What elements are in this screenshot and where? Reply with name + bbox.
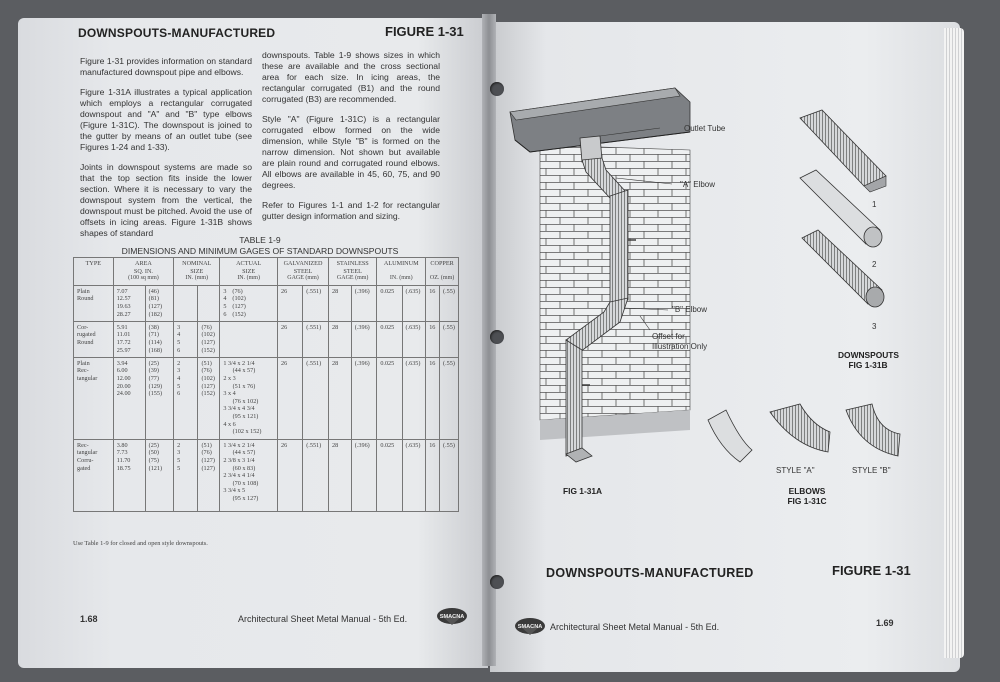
header-type: TYPE <box>74 258 114 286</box>
cell-type: Plain Round <box>74 285 114 321</box>
right-section-title: DOWNSPOUTS-MANUFACTURED <box>546 566 754 580</box>
header-nominal: NOMINAL SIZE IN. (mm) <box>174 258 220 286</box>
left-page-number: 1.68 <box>80 614 98 624</box>
label-outlet-tube: Outlet Tube <box>684 124 726 133</box>
cell-aluminum: 0.025 <box>377 321 402 357</box>
table-note: Use Table 1-9 for closed and open style downspouts. <box>73 540 208 547</box>
cell-area-mm: (46) (81) (127) (182) <box>145 285 174 321</box>
cell-type: Rec- tangular Corru- gated <box>74 439 114 511</box>
cell-aluminum: 0.025 <box>377 285 402 321</box>
cell-stainless-mm: (.396) <box>351 357 377 439</box>
cell-copper: 16 <box>426 439 440 511</box>
header-copper: COPPER OZ. (mm) <box>426 258 459 286</box>
cell-copper: 16 <box>426 321 440 357</box>
elbow-plain <box>708 410 752 462</box>
cell-copper-mm: (.55) <box>440 285 459 321</box>
cell-copper: 16 <box>426 285 440 321</box>
cell-galv-mm: (.551) <box>303 285 329 321</box>
cell-nominal-mm: (51) (76) (102) (127) (152) <box>198 357 220 439</box>
cell-galv-mm: (.551) <box>303 357 329 439</box>
smacna-logo-right <box>514 616 546 636</box>
left-footer-title: Architectural Sheet Metal Manual - 5th Ed. <box>238 614 408 624</box>
header-stainless: STAINLESS STEEL GAGE (mm) <box>329 258 377 286</box>
cell-copper-mm: (.55) <box>440 321 459 357</box>
cell-copper: 16 <box>426 357 440 439</box>
label-offset: Offset for Illustration Only <box>652 332 708 351</box>
cell-type: Cor- rugated Round <box>74 321 114 357</box>
cell-area-mm: (25) (50) (75) (121) <box>145 439 174 511</box>
cell-copper-mm: (.55) <box>440 357 459 439</box>
svg-text:SMACNA: SMACNA <box>439 614 465 620</box>
label-shape-1: 1 <box>872 200 877 209</box>
cell-galv-mm: (.551) <box>303 439 329 511</box>
label-a-elbow: "A" Elbow <box>680 180 716 189</box>
elbow-style-b <box>846 404 900 456</box>
label-shape-2: 2 <box>872 260 877 269</box>
table-title: DIMENSIONS AND MINIMUM GAGES OF STANDARD DOWNSPOUTS <box>121 246 399 256</box>
cell-nominal: 2 3 4 5 6 <box>174 357 198 439</box>
label-elbows: ELBOWS FIG 1-31C <box>787 486 827 506</box>
cell-area: 3.94 6.00 12.00 20.00 24.00 <box>113 357 145 439</box>
paragraph: Refer to Figures 1-1 and 1-2 for rectangular gutter design information and sizing. <box>262 200 440 221</box>
table-number: TABLE 1-9 <box>239 235 281 245</box>
cell-actual: 3 4 5 6 (76) (102) (127) (152) <box>220 285 278 321</box>
cell-type: Plain Rec- tangular <box>74 357 114 439</box>
cell-stainless: 28 <box>329 321 352 357</box>
header-actual: ACTUAL SIZE IN. (mm) <box>220 258 278 286</box>
cell-nominal-mm: (51) (76) (127) (127) <box>198 439 220 511</box>
svg-text:SMACNA: SMACNA <box>517 624 543 630</box>
label-b-elbow: "B" Elbow <box>672 305 708 314</box>
cell-copper-mm: (.55) <box>440 439 459 511</box>
cell-stainless-mm: (.396) <box>351 285 377 321</box>
cell-galv: 26 <box>277 321 302 357</box>
cell-nominal: 3 4 5 6 <box>174 321 198 357</box>
left-section-title: DOWNSPOUTS-MANUFACTURED <box>78 26 276 40</box>
cell-aluminum-mm: (.635) <box>402 321 426 357</box>
left-figure-label: FIGURE 1-31 <box>385 24 464 39</box>
cell-stainless-mm: (.396) <box>351 321 377 357</box>
right-page-number: 1.69 <box>876 618 894 628</box>
cell-nominal: 2 3 5 5 <box>174 439 198 511</box>
header-area: AREA SQ. IN. (100 sq mm) <box>113 258 173 286</box>
label-fig-1-31a: FIG 1-31A <box>563 486 603 496</box>
cell-area: 7.07 12.57 19.63 28.27 <box>113 285 145 321</box>
paragraph: downspouts. Table 1-9 shows sizes in which these are available and the cross sectional area for each size. In icing areas, the rectangular corrugated (B1) and the round corrugated (B3) are recommended. <box>262 50 440 104</box>
cell-actual: 1 3/4 x 2 1/4 (44 x 57) 2 3/8 x 3 1/4 (60 x 83) 2 3/4 x 4 1/4 (70 x 108) 3 3/4 x 5 (95 x 127) <box>220 439 278 511</box>
paragraph: Figure 1-31A illustrates a typical application which employs a rectangular corrugated downspout and "A" and "B" type elbows (Figure 1-31C). The downspout is joined to the gutter by means of an outlet tube (see Figures 1-24 and 1-33). <box>80 87 252 152</box>
header-galvanized: GALVANIZED STEEL GAGE (mm) <box>277 258 328 286</box>
paragraph: Joints in downspout systems are made so that the top section fits inside the lower section. Where it is necessary to vary the downspout system from the vertical, the downspout must be pitched. Avoid the use of offsets in icing areas. Figure 1-31B shows shapes of standard <box>80 162 252 238</box>
cell-area-mm: (38) (71) (114) (168) <box>145 321 174 357</box>
cell-aluminum: 0.025 <box>377 357 402 439</box>
cell-stainless: 28 <box>329 357 352 439</box>
cell-nominal-mm: (76) (102) (127) (152) <box>198 321 220 357</box>
cell-stainless-mm: (.396) <box>351 439 377 511</box>
cell-stainless: 28 <box>329 285 352 321</box>
cell-aluminum: 0.025 <box>377 439 402 511</box>
cell-area-mm: (25) (39) (77) (129) (155) <box>145 357 174 439</box>
label-style-a: STYLE "A" <box>776 466 815 475</box>
cell-aluminum-mm: (.635) <box>402 439 426 511</box>
right-figure-label: FIGURE 1-31 <box>832 563 911 578</box>
cell-stainless: 28 <box>329 439 352 511</box>
cell-galv: 26 <box>277 285 302 321</box>
paragraph: Figure 1-31 provides information on standard manufactured downspout pipe and elbows. <box>80 56 252 77</box>
label-shape-3: 3 <box>872 322 877 331</box>
paragraph: Style "A" (Figure 1-31C) is a rectangular corrugated elbow formed on the wide dimension, while Style "B" is formed on the narrow dimension. Not shown but available are plain round and corrugated round elbows. All elbows are available in 45, 60, 75, and 90 degrees. <box>262 114 440 190</box>
header-aluminum: ALUMINUM IN. (mm) <box>377 258 426 286</box>
right-footer-title: Architectural Sheet Metal Manual - 5th Ed. <box>550 622 720 632</box>
cell-galv: 26 <box>277 357 302 439</box>
label-downspouts: DOWNSPOUTS FIG 1-31B <box>838 350 899 370</box>
cell-galv-mm: (.551) <box>303 321 329 357</box>
label-style-b: STYLE "B" <box>852 466 891 475</box>
cell-area: 5.91 11.01 17.72 25.97 <box>113 321 145 357</box>
cell-area: 3.80 7.73 11.70 18.75 <box>113 439 145 511</box>
cell-galv: 26 <box>277 439 302 511</box>
cell-actual: 1 3/4 x 2 1/4 (44 x 57) 2 x 3 (51 x 76) 3 x 4 (76 x 102) 3 3/4 x 4 3/4 (95 x 121) 4 x 6 (102 x 152) <box>220 357 278 439</box>
cell-aluminum-mm: (.635) <box>402 357 426 439</box>
elbow-style-a <box>770 404 830 452</box>
cell-aluminum-mm: (.635) <box>402 285 426 321</box>
